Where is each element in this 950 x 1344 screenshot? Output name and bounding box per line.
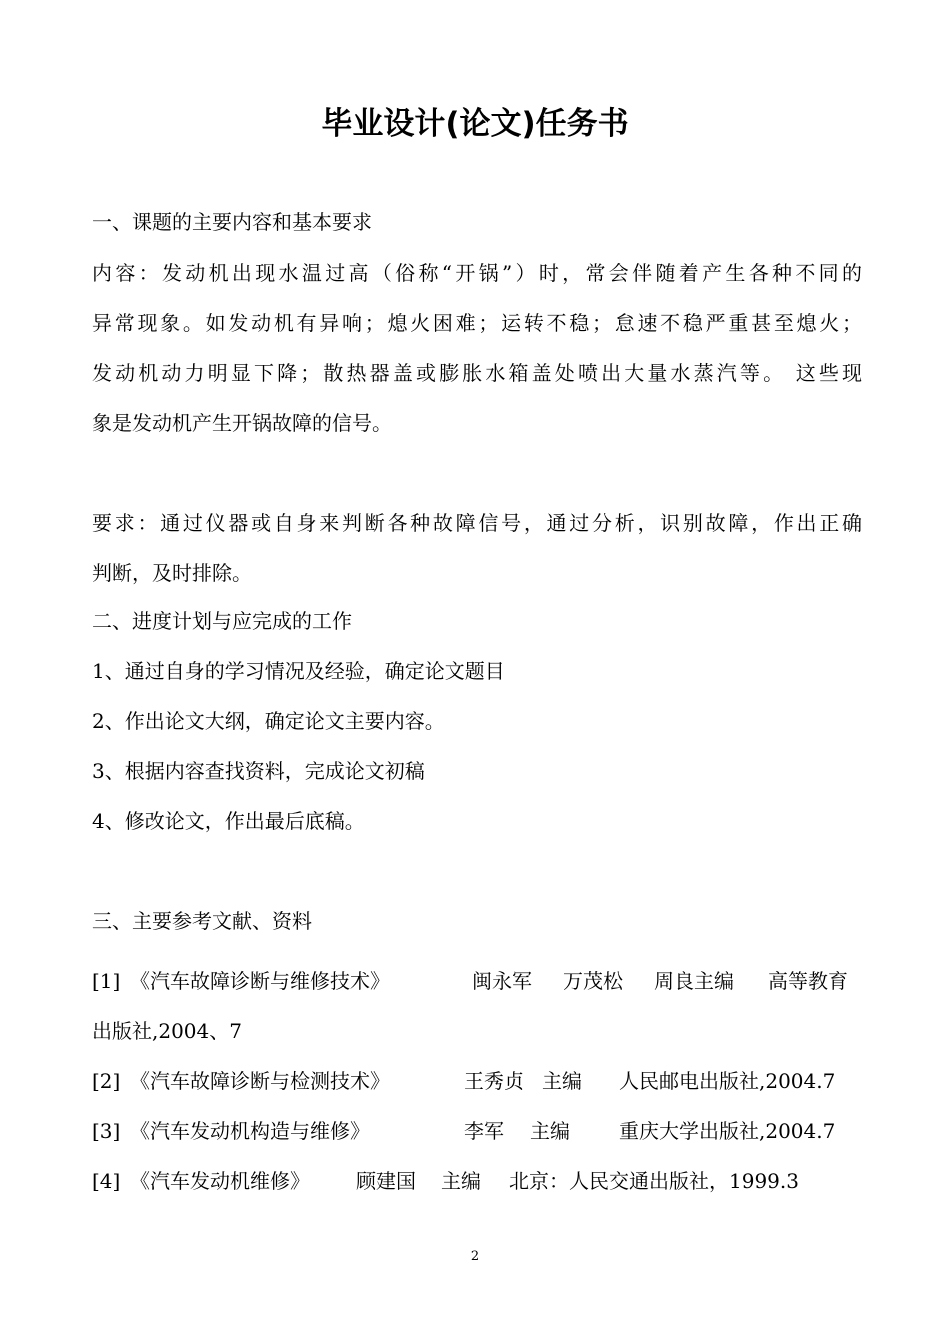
content-line-3: 发动机动力明显下降；散热器盖或膨胀水箱盖处喷出大量水蒸汽等。 这些现	[92, 361, 862, 385]
section1-heading: 一、课题的主要内容和基本要求	[92, 210, 372, 234]
section3-heading: 三、主要参考文献、资料	[92, 909, 312, 933]
reference-number: [4]	[92, 1169, 121, 1193]
reference-role: 主编	[441, 1169, 481, 1193]
reference-publisher: 重庆大学出版社,2004.7	[619, 1119, 836, 1143]
schedule-item-2: 2、作出论文大纲，确定论文主要内容。	[92, 709, 445, 733]
section2-heading: 二、进度计划与应完成的工作	[92, 609, 352, 633]
reference-author: 闽永军	[472, 969, 532, 993]
reference-1-continuation: 出版社,2004、7	[92, 1019, 242, 1043]
content-line-1: 内容：发动机出现水温过高（俗称“开锅”）时，常会伴随着产生各种不同的	[92, 261, 862, 285]
requirement-line-1: 要求：通过仪器或自身来判断各种故障信号，通过分析，识别故障，作出正确	[92, 511, 862, 535]
schedule-item-1: 1、通过自身的学习情况及经验，确定论文题目	[92, 659, 505, 683]
reference-author: 万茂松	[563, 969, 623, 993]
page-title: 毕业设计(论文)任务书	[321, 106, 629, 142]
reference-author: 周良主编	[654, 969, 734, 993]
reference-book-title: 《汽车故障诊断与维修技术》	[130, 969, 390, 993]
reference-book-title: 《汽车故障诊断与检测技术》	[130, 1069, 390, 1093]
reference-book-title: 《汽车发动机构造与维修》	[130, 1119, 370, 1143]
reference-role: 主编	[530, 1119, 570, 1143]
schedule-item-3: 3、根据内容查找资料，完成论文初稿	[92, 759, 425, 783]
reference-author: 顾建国	[356, 1169, 416, 1193]
content-line-4: 象是发动机产生开锅故障的信号。	[92, 411, 392, 435]
reference-2	[92, 1066, 862, 1096]
reference-number: [3]	[92, 1119, 121, 1143]
reference-1	[92, 966, 862, 996]
reference-4	[92, 1166, 862, 1196]
page-number: 2	[470, 1249, 480, 1264]
reference-author: 李军	[464, 1119, 504, 1143]
reference-publisher: 人民邮电出版社,2004.7	[619, 1069, 836, 1093]
reference-role: 主编	[542, 1069, 582, 1093]
reference-number: [2]	[92, 1069, 121, 1093]
requirement-line-2: 判断，及时排除。	[92, 561, 252, 585]
reference-number: [1]	[92, 969, 121, 993]
reference-author: 王秀贞	[464, 1069, 524, 1093]
reference-3	[92, 1116, 862, 1146]
content-line-2: 异常现象。如发动机有异响；熄火困难；运转不稳；怠速不稳严重甚至熄火；	[92, 311, 862, 335]
schedule-item-4: 4、修改论文，作出最后底稿。	[92, 809, 365, 833]
reference-publisher: 高等教育	[768, 969, 848, 993]
reference-book-title: 《汽车发动机维修》	[130, 1169, 310, 1193]
reference-publisher: 北京：人民交通出版社，1999.3	[509, 1169, 799, 1193]
